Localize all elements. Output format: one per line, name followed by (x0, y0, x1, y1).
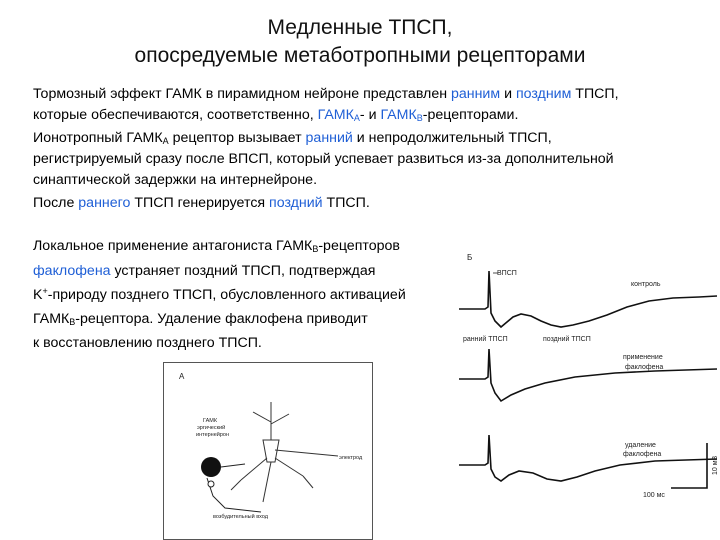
paragraph-1-line-1 (33, 84, 619, 106)
interneuron-label-1: ГАМК (203, 418, 218, 424)
label-remove-1: удаление (625, 442, 656, 449)
highlight-early: раннего (78, 195, 131, 211)
label-remove-2: факлофена (623, 451, 662, 458)
text: Локальное применение антагониста ГАМК (33, 238, 313, 254)
paragraph-3 (33, 193, 370, 215)
label-late-ipsp: поздний ТПСП (543, 336, 591, 343)
interneuron-label-3: интернейрон (196, 432, 230, 438)
label-apply-1: применение (623, 354, 663, 361)
paragraph-4-line-3 (33, 285, 406, 307)
label-control: контроль (631, 281, 661, 288)
subscript: A (162, 136, 169, 146)
text: ТПСП. (322, 195, 370, 211)
text: ТПСП генерируется (130, 195, 270, 211)
electrode-label: электрод (339, 455, 363, 461)
text: - и (359, 107, 381, 123)
figure-b-recordings (455, 243, 720, 505)
title-line-2: опосредуемые метаботропными рецепторами (134, 44, 586, 67)
highlight-gabaB: $ГАМК_B$ (380, 107, 423, 123)
text: -природу позднего ТПСП, обусловленного активацией (47, 287, 406, 303)
text: которые обеспечиваются, соответственно, (33, 107, 318, 123)
paragraph-4-line-5: к восстановлению позднего ТПСП. (33, 335, 262, 351)
text: Тормозный эффект ГАМК в пирамидном нейроне представлен (33, 86, 451, 102)
label-scale-voltage: 10 мВ (712, 455, 719, 475)
highlight-early: ранний (305, 130, 353, 146)
text: Ионотропный ГАМК (33, 130, 163, 146)
paragraph-4-line-4 (33, 309, 368, 331)
paragraph-1-line-2 (33, 105, 518, 127)
text: K (33, 287, 43, 303)
text: ГАМК (33, 311, 70, 327)
paragraph-4-line-1 (33, 236, 400, 258)
text: -рецепторов (318, 238, 400, 254)
highlight-late: поздний (269, 195, 323, 211)
figure-b-svg (455, 243, 720, 505)
figure-a-neuron-diagram (163, 362, 373, 540)
figure-a-panel-label: А (179, 372, 185, 381)
label-epsp: ВПСП (497, 270, 517, 277)
label-early-ipsp: ранний ТПСП (463, 336, 508, 343)
slide-title (0, 14, 720, 70)
text: и (500, 86, 516, 102)
text: -рецептора. Удаление факлофена приводит (75, 311, 368, 327)
text: рецептор вызывает (168, 130, 306, 146)
text: После (33, 195, 79, 211)
figure-a-svg (163, 362, 373, 540)
label-apply-2: факлофена (625, 364, 664, 371)
text: ТПСП, (571, 86, 619, 102)
paragraph-2-line-2: регистрируемый сразу после ВПСП, который успевает развиться из-за дополнительной (33, 151, 614, 167)
subscript: B (69, 317, 76, 327)
text: и непродолжительный ТПСП, (352, 130, 552, 146)
paragraph-2-line-3: синаптической задержки на интернейроне. (33, 172, 318, 188)
title-line-1: Медленные ТПСП, (267, 16, 453, 39)
text: устраняет поздний ТПСП, подтверждая (110, 263, 376, 279)
text: -рецепторами. (422, 107, 519, 123)
highlight-late: поздним (515, 86, 572, 102)
paragraph-2-line-1 (33, 128, 552, 150)
input-label: возбудительный вход (213, 514, 268, 520)
highlight-gabaA: $ГАМК_A$ (317, 107, 360, 123)
highlight-faclofen: факлофена (33, 263, 111, 279)
figure-b-panel-label: Б (467, 253, 473, 262)
interneuron-label-2: эргический (197, 425, 226, 431)
paragraph-4-line-2 (33, 261, 375, 283)
subscript: B (312, 244, 319, 254)
highlight-early: ранним (450, 86, 501, 102)
label-scale-time: 100 мс (643, 492, 665, 499)
superscript: + (42, 286, 48, 296)
